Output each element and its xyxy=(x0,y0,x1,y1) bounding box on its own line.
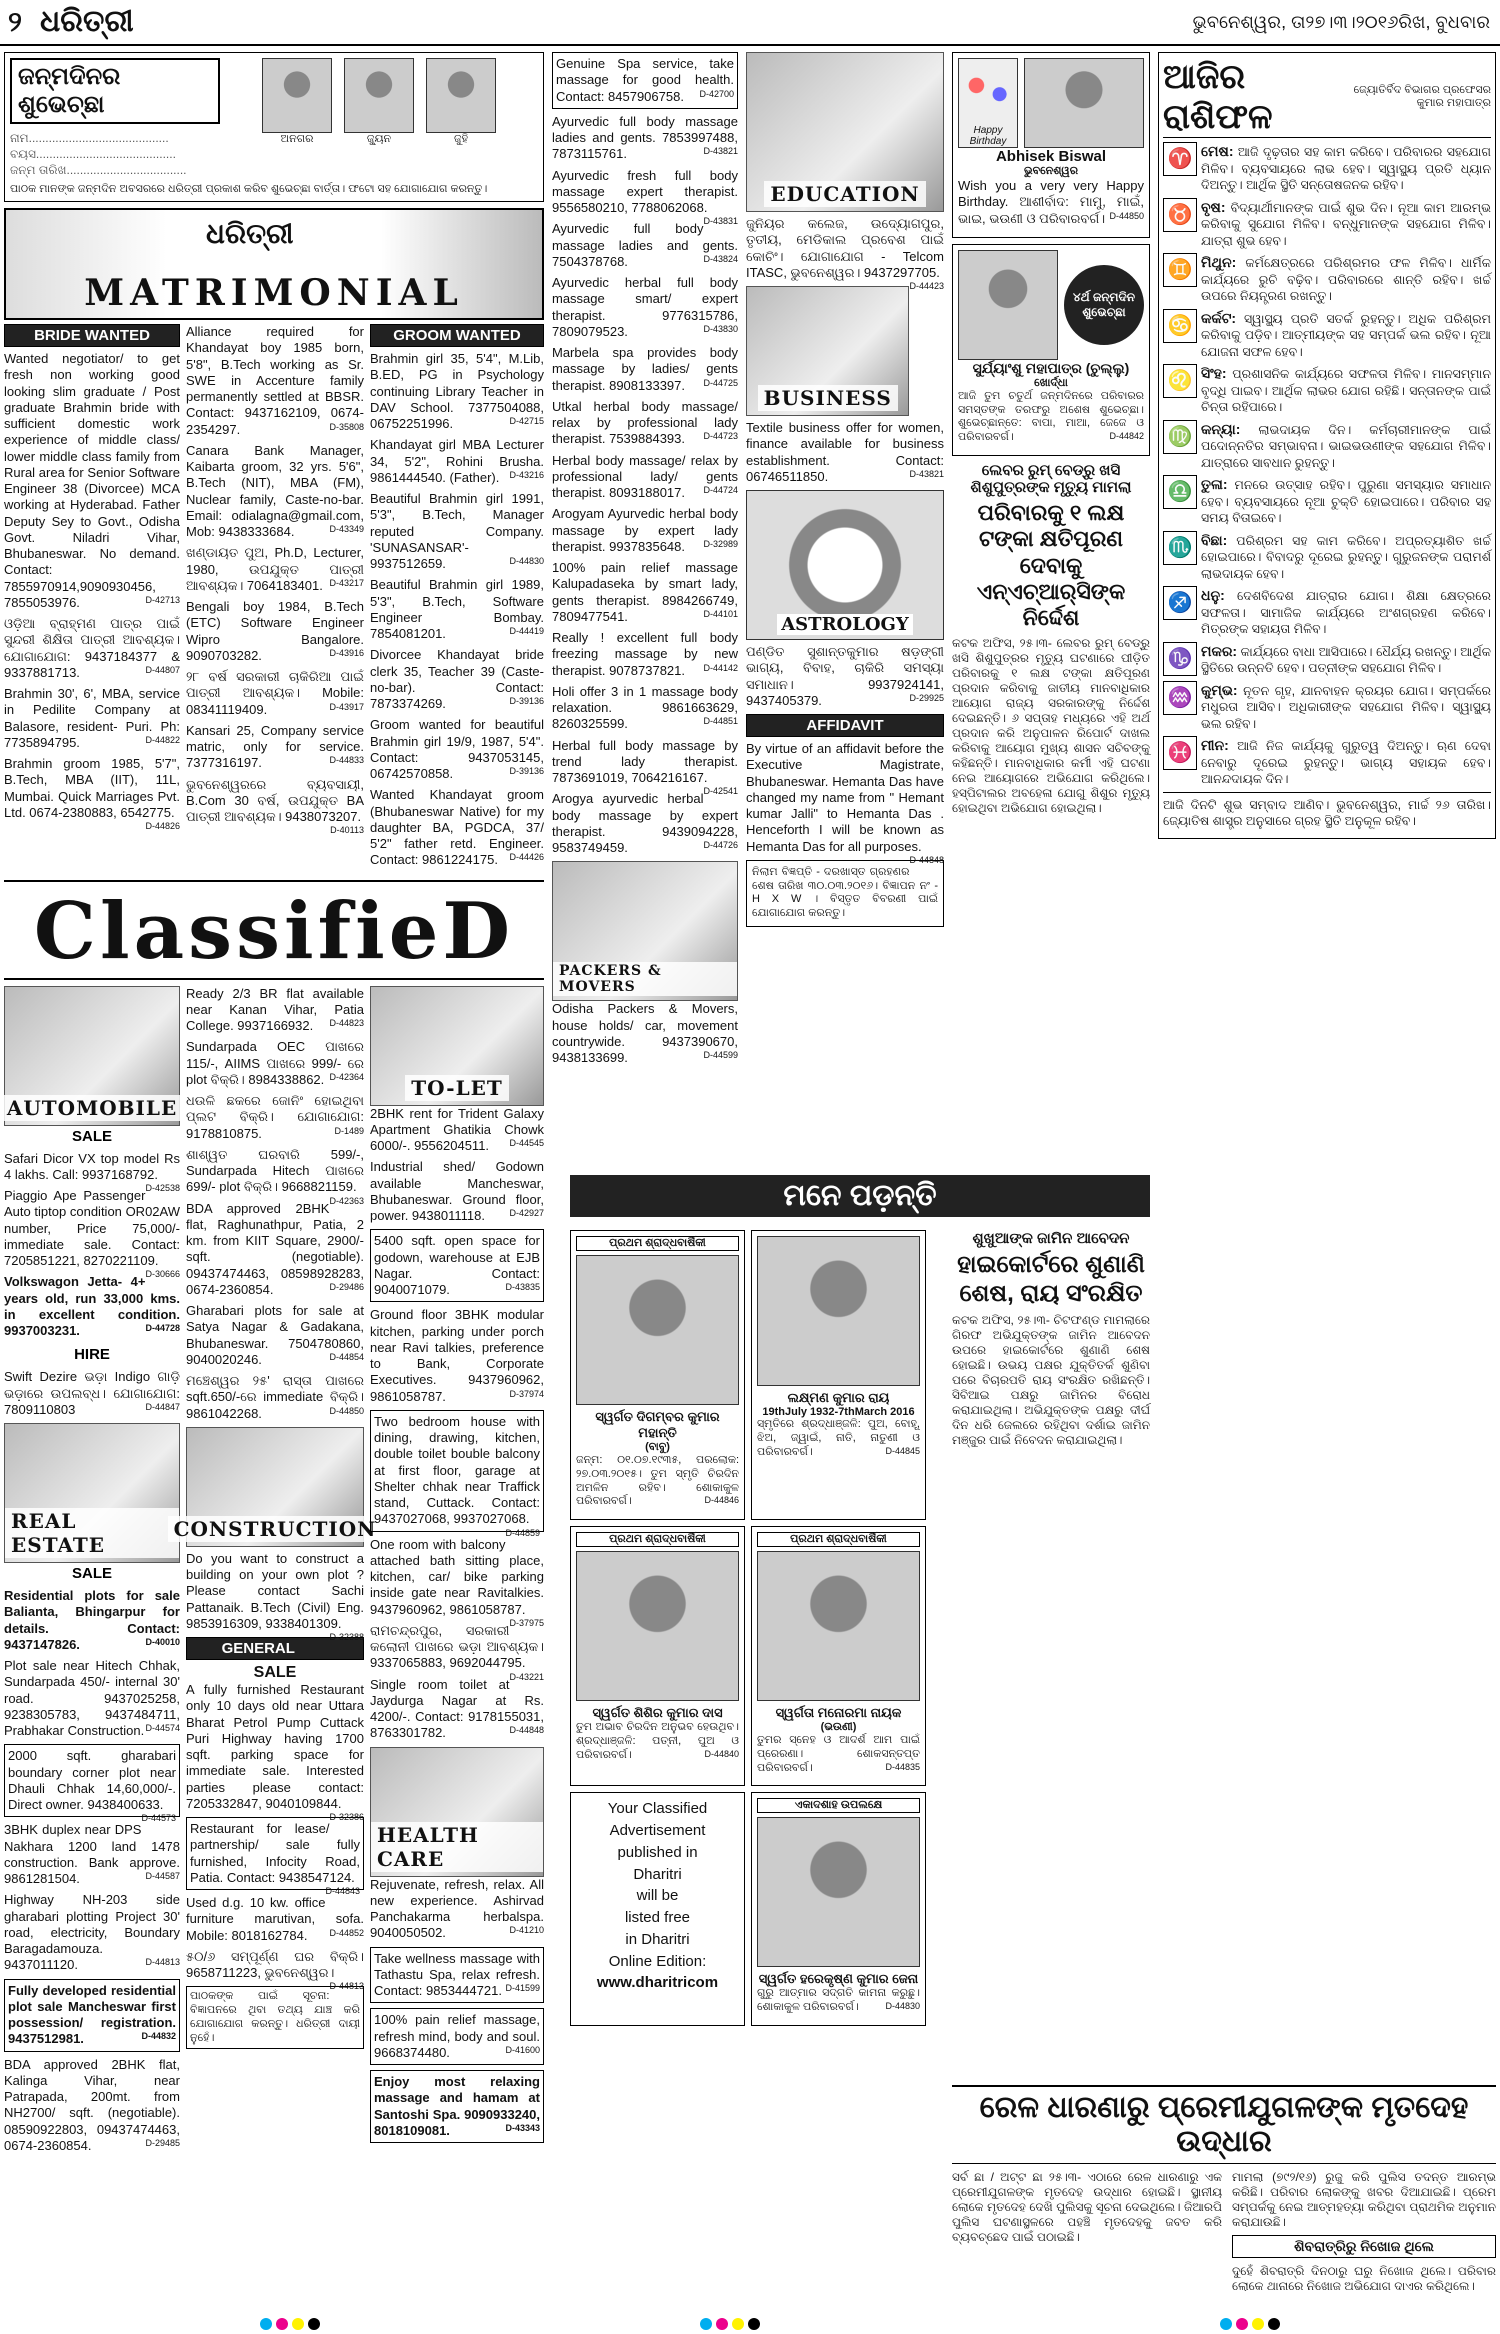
classified-ad: BDA approved 2BHK flat, Kalinga Vihar, near Patrapada, 200mt. from NH2700/ sqft. (negotiable). 08590922803, 09437474463, 0674-2360854. D-29485 xyxy=(4,2056,180,2153)
classified-ad: One room with balcony attached bath sitting place, kitchen, car/ bike parking inside gate near Ravitalkies. 9437960962, 9861058787. D-37975 xyxy=(370,1536,544,1628)
classified-columns xyxy=(4,986,544,2160)
classified-ad: ଶାଶ୍ୱତ ଘରବାରି 599/-, Sundarpada Hitech ପାଖରେ 699/- plot ବିକ୍ରି। 9668821159. D-42363 xyxy=(186,1146,364,1206)
reader-notice: ପାଠକଙ୍କ ପାଇଁ ସୂଚନା: ବିଜ୍ଞାପନରେ ଥିବା ତଥ୍ୟ ଯାଞ୍ଚ କରି ଯୋଗାଯୋଗ କରନ୍ତୁ। ଧରିତ୍ରୀ ଦାୟୀ ନୁହେଁ। xyxy=(186,1986,364,2049)
classified-ad: Gharabari plots for sale at Satya Nagar & Gadakana, Bhubaneswar. 7504780860, 9040020246. D-44854 xyxy=(186,1303,364,1367)
birthday-wish-text: Wish you a very very Happy Birthday. ଆଶୀର୍ବାଦ: ମାମୁ, ମାଇଁ, ଭାଇ, ଭଉଣୀ ଓ ପରିବାରବର୍ଗ। D-44850 xyxy=(958,178,1144,226)
bride-wanted-heading: BRIDE WANTED xyxy=(4,324,180,347)
to-let-image: TO-LET xyxy=(370,986,544,1106)
classified-ad: Sundarpada OEC ପାଖରେ 115/-, AIIMS ପାଖରେ 999/- ରେ plot ବିକ୍ରି। 8984338862. D-42364 xyxy=(186,1039,364,1087)
classified-ad: Beautiful Brahmin girl 1991, 5'3", B.Tech, Manager reputed Company. 'SUNASANSAR'- 9937512659. D-44830 xyxy=(370,491,544,571)
news-body: ସର୍ବ ଛା / ଅଟ୍ଟ ଛା ୨୫।୩- ଏଠାରେ ରେଳ ଧାରଣାରୁ ଏକ ପ୍ରେମୀଯୁଗଳଙ୍କ ମୃତଦେହ ଉଦ୍ଧାର ହୋଇଛି। ସ୍ଥାନୀୟ ଲୋକେ ମୃତଦେହ ଦେଖି ପୁଲିସକୁ ସୂଚନା ଦେଇଥିଲେ। ଜିଆରପି ପୁଲିସ ଘଟଣାସ୍ଥଳରେ ପହଞ୍ଚି ମୃତଦେହକୁ ଜବତ କରି ବ୍ୟବଚ୍ଛେଦ ପାଇଁ ପଠାଇଛି। xyxy=(952,2170,1222,2244)
classified-ad: BDA approved 2BHK flat, Raghunathpur, Patia, 2 km. from KIIT Square, 2900/- sqft. (negotiable). 09437474463, 08598928283, 0674-2360854. D-29486 xyxy=(186,1200,364,1297)
birthday-kid-box xyxy=(952,244,1150,456)
classified-ad: A fully furnished Restaurant only 10 days old near Uttara Bharat Petrol Pump Cuttack Puri Highway having 1700 sqft. parking space for immediate sale. Interested parties please contact: 7205332847, 9040109844. D-32386 xyxy=(186,1682,364,1822)
classified-ad: ଧଉଳି ଛକରେ ଜୋନିଂ ହୋଇଥିବା ପ୍ଲଟ ବିକ୍ରି। ଯୋଗାଯୋଗ: 9178810875. D-1489 xyxy=(186,1093,364,1141)
sagittarius-icon: ♐ xyxy=(1163,586,1197,620)
classified-ad: ୫୦/୬ ସମ୍ପୂର୍ଣ୍ଣ ଘର ବିକ୍ରି। 9658711223, ଭୁବନେଶ୍ୱର। D-44813 xyxy=(186,1948,364,1992)
pisces-icon: ♓ xyxy=(1163,736,1197,770)
classified-ad: Two bedroom house with dining, drawing, kitchen, double toilet bouble balcony at first floor, garage at Shelter chhak near Traffick stand, Cuttack. Contact: 9437027068, 9937027068. D-44859 xyxy=(370,1410,544,1532)
education-image: EDUCATION xyxy=(746,52,944,212)
classified-ad: Highway NH-203 side gharabari plotting Project 30' road, electricity, Boundary Baragadamouza. 9437011120. D-44813 xyxy=(4,1892,180,1973)
libra-icon: ♎ xyxy=(1163,475,1197,509)
rashifal-sign: ♊ ମିଥୁନ: କର୍ମକ୍ଷେତ୍ରରେ ପରିଶ୍ରମର ଫଳ ମିଳିବ। ଧାର୍ମିକ କାର୍ଯ୍ୟରେ ରୁଚି ବଢ଼ିବ। ପରିବାରରେ ଶାନ୍ତି ରହିବ। ଖର୍ଚ୍ଚ ଉପରେ ନିୟନ୍ତ୍ରଣ ରଖନ୍ତୁ। xyxy=(1163,253,1491,305)
classified-ad: Safari Dicor VX top model Rs 4 lakhs. Call: 9937168792. D-42538 xyxy=(4,1150,180,1193)
groom-wanted-heading: GROOM WANTED xyxy=(370,324,544,347)
left-block xyxy=(4,52,544,2159)
capricorn-icon: ♑ xyxy=(1163,642,1197,676)
classified-ad: Rejuvenate, refresh, relax. All new experience. Ashirvad Panchakarma herbalspa. 9040050502. D-41210 xyxy=(370,1876,544,1941)
classified-ad: Arogya ayurvedic herbal body massage by expert therapist. 9439094228, 9583749459. D-44726 xyxy=(552,791,738,855)
news-body: କଟକ ଅଫିସ, ୨୫।୩- ଚିଟଫଣ୍ଡ ମାମଲାରେ ଗିରଫ ଅଭିଯୁକ୍ତଙ୍କ ଜାମିନ ଆବେଦନ ଉପରେ ହାଇକୋର୍ଟରେ ଶୁଣାଣି ଶେଷ ହୋଇଛି। ଉଭୟ ପକ୍ଷର ଯୁକ୍ତିତର୍କ ଶୁଣିବା ପରେ ବିଚାରପତି ରାୟ ସଂରକ୍ଷିତ ରଖିଛନ୍ତି। ସିବିଆଇ ପକ୍ଷରୁ ଜାମିନର ବିରୋଧ କରାଯାଇଥିଲା। ଅଭିଯୁକ୍ତଙ୍କ ପକ୍ଷରୁ ଦୀର୍ଘ ଦିନ ଧରି ଜେଲରେ ରହିଥିବା ଦର୍ଶାଇ ଜାମିନ ମଞ୍ଜୁର ପାଇଁ ନିବେଦନ କରାଯାଇଥିଲା। xyxy=(952,1312,1150,1447)
taurus-icon: ♉ xyxy=(1163,198,1197,232)
rashifal-sign: ♓ ମୀନ: ଆଜି ନିଜ କାର୍ଯ୍ୟକୁ ଗୁରୁତ୍ୱ ଦିଅନ୍ତୁ। ଋଣ ଦେବା ନେବାରୁ ଦୂରେଇ ରୁହନ୍ତୁ। ଭାଗ୍ୟ ସହାୟକ ହେବ। ଆନନ୍ଦଦାୟକ ଦିନ। xyxy=(1163,736,1491,788)
classified-ad: Alliance required for Khandayat boy 1985 born, 5'8", B.Tech working as Sr. SWE in Accenture family permanently settled at BBSR. Contact: 9437162109, 0674-2354297. D-35808 xyxy=(186,324,364,437)
classified-ad: Enjoy most relaxing massage and hamam at Santoshi Spa. 9090933240, 8018109081. D-43343 xyxy=(370,2070,544,2143)
news-highcourt xyxy=(952,1230,1150,1453)
registration-marks xyxy=(1220,2318,1280,2330)
birthday-field-name: ନାମ.......................................... xyxy=(10,131,169,145)
news-headline: ହାଇକୋର୍ଟରେ ଶୁଣାଣି ଶେଷ, ରାୟ ସଂରକ୍ଷିତ xyxy=(957,1251,1145,1307)
news-rail xyxy=(952,2085,1496,2299)
news-kicker: ଲେବର ରୁମ୍ ବେଡ୍‌ରୁ ଖସି ଶିଶୁପୁତ୍ରଙ୍କ ମୃତ୍ୟୁ ମାମଲା xyxy=(970,461,1132,496)
bride-wanted-column xyxy=(4,324,180,874)
matrimonial-banner-text: MATRIMONIAL xyxy=(84,272,464,314)
classified-ad: Kansari 25, Company service matric, only for service. 7377316197. D-44833 xyxy=(186,722,364,771)
classified-ad: ରାମଚନ୍ଦ୍ରପୁର, ସରକାରୀ କଲୋନୀ ପାଖରେ ଭଡ଼ା ଆବଶ୍ୟକ। 9337065883, 9692044795. D-43221 xyxy=(370,1622,544,1682)
classified-ad: Brahmin girl 35, 5'4", M.Lib, B.ED, PG in Psychology continuing Library Teacher in DAV School. 7377504088, 06752251996. D-42715 xyxy=(370,351,544,431)
classified-ad: Really ! excellent full body freezing massage by new therapist. 9078737821. D-44142 xyxy=(552,630,738,678)
kid-photo: ଅନଗର xyxy=(262,58,332,179)
news-kicker: ଶୁଖୁଆଙ୍କ ଜାମିନ ଆବେଦନ xyxy=(972,1230,1130,1247)
rashifal-footer: ଆଜି ଦିନଟି ଶୁଭ ସମ୍ବାଦ ଆଣିବ। ଭୁବନେଶ୍ୱର, ମାର୍ଚ୍ଚ ୨୬ ତାରିଖ। ଜ୍ୟୋତିଷ ଶାସ୍ତ୍ର ଅନୁସାରେ ଗ୍ରହ ସ୍ଥିତି ଅନୁକୂଳ ରହିବ। xyxy=(1163,792,1491,830)
news-body: ମାମଲା (୭୯୨/୧୬) ରୁଜୁ କରି ପୁଲିସ ତଦନ୍ତ ଆରମ୍ଭ କରିଛି। ପରିବାର ଲୋକଙ୍କୁ ଖବର ଦିଆଯାଇଛି। ପ୍ରେମ ସମ୍ପର୍କକୁ ନେଇ ଆତ୍ମହତ୍ୟା କରିଥିବା ପ୍ରାଥମିକ ଅନୁମାନ କରାଯାଉଛି। xyxy=(1232,2170,1496,2229)
classified-ad: Restaurant for lease/ partnership/ sale fully furnished, Infocity Road, Patia. Contact: 9438547124. D-44843 xyxy=(186,1817,364,1890)
construction-image: CONSTRUCTION xyxy=(186,1427,364,1547)
memorial-card: ପ୍ରଥମ ଶ୍ରାଦ୍ଧବାର୍ଷିକୀ ସ୍ୱର୍ଗତ ଦିଗମ୍ବର କୁମାର ମହାନ୍ତି (ବାବୁ) ଜନ୍ମ: ୦୧.୦୭.୧୯୩୫, ପରଲୋକ: ୨୭.୦୩.୨୦୧୫। ତୁମ ସ୍ମୃତି ଚିରଦିନ ଅମଳିନ ରହିବ। ଶୋକାକୁଳ ପରିବାରବର୍ଗ। D-44846 xyxy=(570,1230,745,1520)
birthday-badge: ୪ର୍ଥ ଜନ୍ମଦିନ ଶୁଭେଚ୍ଛା xyxy=(1064,265,1144,345)
news-body: ଦୁହେଁ ଶିବରାତ୍ରି ଦିନଠାରୁ ଘରୁ ନିଖୋଜ ଥିଲେ। ପରିବାର ଲୋକେ ଥାନାରେ ନିଖୋଜ ଅଭିଯୋଗ ଦାଏର କରିଥିଲେ। xyxy=(1232,2264,1496,2293)
classified-ad: Take wellness massage with Tathastu Spa, relax refresh. Contact: 9853444721. D-41599 xyxy=(370,1947,544,2004)
rashifal-sign: ♐ ଧନୁ: ଦେଶବିଦେଶ ଯାତ୍ରାର ଯୋଗ। ଶିକ୍ଷା କ୍ଷେତ୍ରରେ ସଫଳତା। ସାମାଜିକ କାର୍ଯ୍ୟରେ ଅଂଶଗ୍ରହଣ କରିବେ। ମିତ୍ରଙ୍କ ସହାୟତା ମିଳିବ। xyxy=(1163,586,1491,638)
general-heading: GENERAL xyxy=(186,1637,364,1660)
rashifal-sign: ♍ କନ୍ୟା: ଲାଭଦାୟକ ଦିନ। କର୍ମଚାରୀମାନଙ୍କ ପାଇଁ ପଦୋନ୍ନତିର ସମ୍ଭାବନା। ଭାଇଭଉଣୀଙ୍କ ସହଯୋଗ ମିଳିବ। ଯାତ୍ରାରେ ସାବଧାନ ରୁହନ୍ତୁ। xyxy=(1163,420,1491,472)
page-number: ୨ xyxy=(8,6,22,37)
kid-place: ଖୋର୍ଦ୍ଧା xyxy=(1034,376,1068,389)
classified-ad: Wanted Khandayat groom (Bhubaneswar Native) for my daughter BA, PGDCA, 37/ 5'2" father retd. Engineer. Contact: 9861224175. D-44426 xyxy=(370,787,544,868)
balloon-graphic: Happy Birthday xyxy=(958,58,1018,148)
general-sale-heading: SALE xyxy=(253,1664,297,1681)
memorial-card: ପ୍ରଥମ ଶ୍ରାଦ୍ଧବାର୍ଷିକୀ ସ୍ୱର୍ଗତା ମନୋରମା ନାୟକ (ଭଉଣୀ) ତୁମର ସ୍ନେହ ଓ ଆଦର୍ଶ ଆମ ପାଇଁ ପ୍ରେରଣା। ଶୋକସନ୍ତପ୍ତ ପରିବାରବର୍ଗ। D-44835 xyxy=(751,1526,926,1786)
matrimonial-banner xyxy=(4,208,544,320)
real-estate-sale-heading: SALE xyxy=(4,1563,180,1584)
classified-ad: ଭୁବନେଶ୍ୱରରେ ବ୍ୟବସାୟୀ, B.Com 30 ବର୍ଷ, ଉପଯୁକ୍ତ BA ପାତ୍ରୀ ଆବଶ୍ୟକ। 9438073207. D-40113 xyxy=(186,776,364,836)
birthday-form-note: ପାଠକ ମାନଙ୍କ ଜନ୍ମଦିନ ଅବସରରେ ଧରିତ୍ରୀ ପ୍ରକାଶ କରିବ ଶୁଭେଚ୍ଛା ବାର୍ତ୍ତା। ଫଟୋ ସହ ଯୋଗାଯୋଗ କରନ୍ତୁ। xyxy=(10,182,488,195)
automobile-image: AUTOMOBILE xyxy=(4,986,180,1126)
classified-ad: Utkal herbal body massage/ relax by professional lady therapist. 7539884393. D-44723 xyxy=(552,398,738,447)
birthday-field-age: ବୟସ.......................................... xyxy=(10,147,176,162)
classified-ad: 100% pain relief massage Kalupadaseka by smart lady, gents therapist. 8984266749, 7809477541. D-44101 xyxy=(552,560,738,624)
groom-wanted-column xyxy=(370,324,544,874)
rashifal-sign: ♑ ମକର: କାର୍ଯ୍ୟରେ ବାଧା ଆସିପାରେ। ଧୈର୍ଯ୍ୟ ରଖନ୍ତୁ। ଆର୍ଥିକ ସ୍ଥିତିରେ ଉନ୍ନତି ହେବ। ପତ୍ନୀଙ୍କ ସହଯୋଗ ମିଳିବ। xyxy=(1163,642,1491,677)
classified-ad: Volkswagon Jetta- 4+ years old, run 33,000 kms. in excellent condition. 9937003231. D-44728 xyxy=(4,1274,180,1338)
kid-photo xyxy=(958,250,1058,360)
memorial-section xyxy=(570,1175,1150,1223)
classified-banner: ClassifieD xyxy=(4,880,544,980)
classified-ad: Groom wanted for beautiful Brahmin girl 19/9, 1987, 5'4". Contact: 9437053145, 06742570858. D-39136 xyxy=(370,717,544,781)
classified-ad: Marbela spa provides body massage by ladies/ gents therapist. 8908133397. D-44725 xyxy=(552,345,738,393)
classified-ad: Fully developed residential plot sale Mancheswar first possession/ registration. 9437512981. D-44832 xyxy=(4,1979,180,2052)
memorial-card: ଏକାଦଶାହ ଉପଲକ୍ଷେ ସ୍ୱର୍ଗତ ହରେକୃଷ୍ଣ କୁମାର ଜେନା ଗୁରୁ ଆତ୍ମାର ସଦ୍‌ଗତି କାମନା କରୁଛୁ। ଶୋକାକୁଳ ପରିବାରବର୍ଗ। D-44830 xyxy=(751,1792,926,2026)
rashifal-sign: ♎ ତୁଳା: ମନରେ ଉତ୍ସାହ ରହିବ। ପୁରୁଣା ସମସ୍ୟାର ସମାଧାନ ହେବ। ବ୍ୟବସାୟରେ ନୂଆ ଚୁକ୍ତି ହୋଇପାରେ। ପରିବାର ସହ ସମୟ ବିତାଇବେ। xyxy=(1163,475,1491,527)
aries-icon: ♈ xyxy=(1163,142,1197,176)
classified-col-b xyxy=(173,985,377,2160)
rashifal-byline: ଜ୍ୟୋତିର୍ବିଦ ବିଭାଗର ପ୍ରଫେସର କୁମାର ମହାପାତ୍ର xyxy=(1353,84,1491,109)
classified-ad: Single room toilet at Jaydurga Nagar at Rs. 4200/-. Contact: 9178155031, 8763301782. D-44848 xyxy=(370,1676,544,1741)
birthday-photo xyxy=(1024,58,1144,148)
leo-icon: ♌ xyxy=(1163,364,1197,398)
classified-ad: Herbal body massage/ relax by professional lady/ gents therapist. 8093188017. D-44724 xyxy=(552,452,738,500)
classified-ad: 3BHK duplex near DPS Nakhara 1200 land 1478 construction. Bank approve. 9861281504. D-44587 xyxy=(4,1822,180,1886)
kid-photo: ଜୁହି xyxy=(426,58,496,179)
rashifal-sign: ♒ କୁମ୍ଭ: ନୂତନ ଗୃହ, ଯାନବାହନ କ୍ରୟର ଯୋଗ। ସମ୍ପର୍କରେ ମଧୁରତା ଆସିବ। ଅଧିକାରୀଙ୍କ ସହଯୋଗ ମିଳିବ। ସ୍ୱାସ୍ଥ୍ୟ ଭଲ ରହିବ। xyxy=(1163,681,1491,733)
gemini-icon: ♊ xyxy=(1163,253,1197,287)
classified-ad: 2000 sqft. gharabari boundary corner plot near Dhauli Chhak 14,60,000/-. Direct owner. 9438400633. D-44573 xyxy=(4,1744,180,1817)
masthead: ଧରିତ୍ରୀ xyxy=(40,4,134,39)
classified-ad: Ayurvedic fresh full body massage expert therapist. 9556580210, 7788062068. D-43831 xyxy=(552,167,738,227)
classified-ad: Divorcee Khandayat bride clerk 35, Teacher 39 (Caste-no-bar). Contact: 7873374269. D-39136 xyxy=(370,647,544,711)
rashifal-sign: ♈ ମେଷ: ଆଜି ଦୃଢ଼ତାର ସହ କାମ କରିବେ। ପରିବାରର ସହଯୋଗ ମିଳିବ। ବ୍ୟବସାୟରେ ଲାଭ ହେବ। ସ୍ୱାସ୍ଥ୍ୟ ପ୍ରତି ଧ୍ୟାନ ଦିଅନ୍ତୁ। ଆର୍ଥିକ ସ୍ଥିତି ସନ୍ତୋଷଜନକ ରହିବ। xyxy=(1163,142,1491,194)
classified-ad: Khandayat girl MBA Lecturer 34, 5'2", Rohini Brusha. 9861444540. (Father). D-43216 xyxy=(370,437,544,485)
birthday-field-date: ଜନ୍ମ ତାରିଖ.................................... xyxy=(10,163,187,178)
memorial-card: ପ୍ରଥମ ଶ୍ରାଦ୍ଧବାର୍ଷିକୀ ସ୍ୱର୍ଗତ ଶିଶିର କୁମାର ଦାସ ତୁମ ଅଭାବ ଚିରଦିନ ଅନୁଭବ ହେଉଥିବ। ଶ୍ରଦ୍ଧାଞ୍ଜଳି: ପତ୍ନୀ, ପୁଅ ଓ ପରିବାରବର୍ଗ। D-44840 xyxy=(570,1526,745,1786)
news-body: କଟକ ଅଫିସ, ୨୫।୩- ଲେବର ରୁମ୍ ବେଡ୍‌ରୁ ଖସି ଶିଶୁପୁତ୍ରର ମୃତ୍ୟୁ ଘଟଣାରେ ପୀଡ଼ିତ ପରିବାରକୁ ୧ ଲକ୍ଷ ଟଙ୍କା କ୍ଷତିପୂରଣ ପ୍ରଦାନ କରିବାକୁ ଜାତୀୟ ମାନବାଧିକାର ଆୟୋଗ ରାଜ୍ୟ ସରକାରଙ୍କୁ ନିର୍ଦ୍ଦେଶ ଦେଇଛନ୍ତି। ୬ ସପ୍ତାହ ମଧ୍ୟରେ ଏହି ଅର୍ଥ ପ୍ରଦାନ କରି ଅନୁପାଳନ ରିପୋର୍ଟ ଦାଖଲ କରିବାକୁ ଆୟୋଗ ମୁଖ୍ୟ ଶାସନ ସଚିବଙ୍କୁ କହିଛନ୍ତି। ମାନବାଧିକାର କର୍ମୀ ଏହି ଘଟଣା ନେଇ ଆୟୋଗରେ ଅଭିଯୋଗ କରିଥିଲେ। ହସ୍ପିଟାଲର ଅବହେଳା ଯୋଗୁ ଶିଶୁର ମୃତ୍ୟୁ ହୋଇଥିବା ଅଭିଯୋଗ ହୋଇଥିଲା। xyxy=(952,635,1150,815)
kid-wish-text: ଆଜି ତୁମ ଚତୁର୍ଥ ଜନ୍ମଦିନରେ ପରିବାରର ସମସ୍ତଙ୍କ ତରଫରୁ ଅଶେଷ ଶୁଭେଚ୍ଛା। ଶୁଭେଚ୍ଛାନ୍ତେ: ବାପା, ମାଆ, ଜେଜେ ଓ ପରିବାରବର୍ଗ। D-44842 xyxy=(958,389,1144,443)
classified-ad: Do you want to construct a building on your own plot ? Please contact Sachi Pattanaik. B.Tech (Civil) Eng. 9853916309, 9338401309. D-32388 xyxy=(186,1550,364,1642)
affidavit-notice: By virtue of an affidavit before the Executive Magistrate, Bhubaneswar. Hemanta Das have changed my name from " Hemant kumar Jalli" to Hemanta Das . Henceforth I will be known as Hemanta Das for all purposes. D-44848 xyxy=(746,741,944,865)
registration-marks xyxy=(700,2318,760,2330)
hire-heading: HIRE xyxy=(4,1344,180,1365)
services-column xyxy=(746,52,944,932)
classified-ad: Ready 2/3 BR flat available near Kanan Vihar, Patia College. 9937166932. D-44823 xyxy=(186,985,364,1033)
classified-ad: Herbal full body massage by trend lady therapist. 7873691019, 7064216167. D-42541 xyxy=(552,737,738,797)
classified-col-c xyxy=(370,986,544,2160)
classified-ad: Plot sale near Hitech Chhak, Sundarpada 450/- internal 30' road. 9437025258, 9238305783, 9437484711, Prabhakar Construction. D-44574 xyxy=(4,1658,180,1738)
birthday-wish-box xyxy=(952,52,1150,238)
rashifal-title: ଆଜିର ରାଶିଫଳ xyxy=(1163,57,1273,137)
matrimonial-mid-column xyxy=(186,324,364,874)
classified-ad: Holi offer 3 in 1 massage body relaxation. 9861663629, 8260325599. D-44851 xyxy=(552,683,738,732)
classified-ad: Industrial shed/ Godown available Mancheswar, Bhubaneswar. Ground floor, power. 9438011118. D-42927 xyxy=(370,1159,544,1223)
virgo-icon: ♍ xyxy=(1163,420,1197,454)
news-nhrc xyxy=(952,462,1150,816)
classified-ad: 100% pain relief massage, refresh mind, body and soul. 9668374480. D-41600 xyxy=(370,2008,544,2065)
classified-ad: ପଣ୍ଡିତ ସୁଶାନ୍ତକୁମାର ଷଡ଼ଙ୍ଗୀ ଭାଗ୍ୟ, ବିବାହ, ଚାକିରି ସମସ୍ୟା ସମାଧାନ। 9937924141, 9437405379. D-29925 xyxy=(746,644,944,708)
classified-ad: ମଞ୍ଚେଶ୍ୱର ୨୫' ରାସ୍ତା ପାଖରେ sqft.650/-ରେ immediate ବିକ୍ରି। 9861042268. D-44850 xyxy=(186,1373,364,1421)
classified-ad: Piaggio Ape Passenger Auto tiptop condition OR02AW number, Price 75,000/- immediate sale. Contact: 7205851221, 8270221109. D-30666 xyxy=(4,1188,180,1280)
classified-ad: Used d.g. 10 kw. office furniture marutivan, sofa. Mobile: 8018162784. D-44852 xyxy=(186,1895,364,1943)
classified-ad: Ayurvedic herbal full body massage smart/ expert therapist. 9776315786, 7809079523. D-43830 xyxy=(552,275,738,339)
classified-ad: Canara Bank Manager, Kaibarta groom, 32 yrs. 5'6", B.Tech (NIT), MBA (FM), Nuclear family, Caste-no-bar. Email: odialagna@gmail.com, Mob: 9438333684. D-43349 xyxy=(186,442,364,539)
greetings-column xyxy=(952,52,1150,821)
spa-column xyxy=(552,52,738,1071)
rashifal-box xyxy=(1158,52,1496,839)
astrology-image: ASTROLOGY xyxy=(746,490,944,640)
matrimonial-columns xyxy=(4,324,544,874)
memorial-grid xyxy=(570,1230,930,2032)
rashifal-sign: ♌ ସିଂହ: ପ୍ରଶାସନିକ କାର୍ଯ୍ୟରେ ସଫଳତା ମିଳିବ। ମାନସମ୍ମାନ ବୃଦ୍ଧି ପାଇବ। ଆର୍ଥିକ ଲାଭର ଯୋଗ ରହିଛି। ସନ୍ତାନଙ୍କ ପାଇଁ ଚିନ୍ତା ରହିପାରେ। xyxy=(1163,364,1491,416)
real-estate-image: REAL ESTATE xyxy=(4,1423,180,1563)
classified-ad: ଓଡ଼ିଆ ବ୍ରାହ୍ମଣ ପାତ୍ର ପାଇଁ ସୁନ୍ଦରୀ ଶିକ୍ଷିତା ପାତ୍ରୀ ଆବଶ୍ୟକ। ଯୋଗାଯୋଗ: 9437184377 & 9337881713. D-44807 xyxy=(4,616,180,680)
page-header xyxy=(0,0,1500,46)
classified-ad: Residential plots for sale Balianta, Bhingarpur for details. Contact: 9437147826. D-40010 xyxy=(4,1588,180,1652)
news-subhead: ଶିବରାତ୍ରିରୁ ନିଖୋଜ ଥିଲେ xyxy=(1232,2235,1496,2258)
news-headline: ରେଳ ଧାରଣାରୁ ପ୍ରେମୀଯୁଗଳଙ୍କ ମୃତଦେହ ଉଦ୍ଧାର xyxy=(952,2085,1496,2164)
packers-movers-image: PACKERS & MOVERS xyxy=(552,861,738,1001)
rashifal-column xyxy=(1158,52,1496,839)
affidavit-heading: AFFIDAVIT xyxy=(746,714,944,737)
birthday-name: Abhisek Biswal xyxy=(995,148,1107,165)
online-edition-box: Your Classified Advertisement published in Dharitri will be listed free in Dharitri Online Edition: www.dharitricom xyxy=(570,1792,745,2026)
classified-ad: Wanted negotiator/ to get fresh non working good looking slim graduate / Post graduate Brahmin bride with sufficient domestic work experience of middle class/ lower middle class family from Rural area for Senior Software Engineer 38 (Divorcee) MCA working at Hyderabad. Father Deputy Sey to Govt., Odisha Govt. Niladri Vihar, Bhubaneswar. No demand. Contact: 7855970914,9090930456, 7855053976. D-42713 xyxy=(4,351,180,610)
classified-ad: Arogyam Ayurvedic herbal body massage by expert lady therapist. 9937835648. D-32989 xyxy=(552,506,738,554)
rashifal-sign: ♉ ବୃଷ: ବିଦ୍ୟାର୍ଥୀମାନଙ୍କ ପାଇଁ ଶୁଭ ଦିନ। ନୂଆ କାମ ଆରମ୍ଭ କରିବାକୁ ସୁଯୋଗ ମିଳିବ। ବନ୍ଧୁମାନଙ୍କ ସହଯୋଗ ମିଳିବ। ଯାତ୍ରା ଶୁଭ ହେବ। xyxy=(1163,198,1491,250)
classified-ad: Ayurvedic full body massage ladies and gents. 7504378768. D-43824 xyxy=(552,221,738,269)
automobile-sale-heading: SALE xyxy=(4,1126,180,1147)
classified-ad: 5400 sqft. open space for godown, warehouse at EJB Nagar. Contact: 9040071079. D-43835 xyxy=(370,1229,544,1302)
memorial-card: ଲକ୍ଷ୍ମଣ କୁମାର ରାୟ 19thJuly 1932-7thMarch 2016 ସ୍ମୃତିରେ ଶ୍ରଦ୍ଧାଞ୍ଜଳି: ପୁଅ, ବୋହୂ, ଝିଅ, ଜ୍ୱାଇଁ, ନାତି, ନାତୁଣୀ ଓ ପରିବାରବର୍ଗ। D-44845 xyxy=(751,1230,926,1520)
scorpio-icon: ♏ xyxy=(1163,531,1197,565)
birthday-form-title: ଜନ୍ମଦିନର ଶୁଭେଚ୍ଛା xyxy=(10,58,220,124)
classified-ad: Brahmin 30', 6', MBA, service in Pedilite Company at Balasore, resident- Puri. Ph: 7735894795. D-44822 xyxy=(4,686,180,750)
classified-ad: Textile business offer for women, finance available for business establishment. Contact: 06746511850. D-43821 xyxy=(746,420,944,484)
classified-ad: Ayurvedic full body massage ladies and gents. 7853997488, 7873115761. D-43821 xyxy=(552,113,738,162)
online-edition-url[interactable]: www.dharitricom xyxy=(596,1974,719,1992)
classified-ad: ୨୮ ବର୍ଷ ସରକାରୀ ଚାକିରିଆ ପାଇଁ ପାତ୍ରୀ ଆବଶ୍ୟକ। Mobile: 08341119409. D-43917 xyxy=(186,669,364,717)
birthday-form xyxy=(4,52,544,202)
classified-ad: Odisha Packers & Movers, house holds/ car, movement countrywide. 9437390670, 9438133699. D-44599 xyxy=(552,1001,738,1065)
classified-ad: Bengali boy 1984, B.Tech (ETC) Software Engineer Wipro Bangalore. 9090703282. D-43916 xyxy=(186,599,364,663)
classified-ad: Genuine Spa service, take massage for good health. Contact: 8457906758. D-42700 xyxy=(552,52,738,109)
memorial-banner: ମନେ ପଡ଼ନ୍ତି xyxy=(570,1175,1150,1217)
classified-ad: Ground floor 3BHK modular kitchen, parking under porch near Ravi talkies, preference to Bank, Corporate Executives. 9437960962, 9861058787. D-37974 xyxy=(370,1307,544,1404)
classified-ad: ଜୁନିୟର କଲେଜ, ଉଦ୍ୟୋଗପୁର, ତୃତୀୟ, ମେଡିକାଲ ପ୍ରବେଶ ପାଇଁ କୋଚିଂ। ଯୋଗାଯୋଗ - Telcom ITASC, ଭୁବନେଶ୍ୱର। 9437297705. D-44423 xyxy=(746,216,944,291)
rashifal-sign: ♏ ବିଛା: ପରିଶ୍ରମ ସହ କାମ କରିବେ। ଅପ୍ରତ୍ୟାଶିତ ଖର୍ଚ୍ଚ ହୋଇପାରେ। ବିବାଦରୁ ଦୂରେଇ ରୁହନ୍ତୁ। ଗୁରୁଜନଙ୍କ ପରାମର୍ଶ ଲାଭଦାୟକ ହେବ। xyxy=(1163,531,1491,583)
registration-marks xyxy=(260,2318,320,2330)
classified-ad: Brahmin groom 1985, 5'7", B.Tech, MBA (IIT), 11L, Mumbai. Quick Marriages Pvt. Ltd. 0674-2380883, 6542775. D-44826 xyxy=(4,756,180,831)
aquarius-icon: ♒ xyxy=(1163,681,1197,715)
classified-ad: Beautiful Brahmin girl 1989, 5'3", B.Tech, Software Engineer Bombay. 7854081201. D-44419 xyxy=(370,577,544,641)
birthday-place: ଭୁବନେଶ୍ୱର xyxy=(1023,165,1079,177)
kid-photo: ଜ୍ୟୁନ xyxy=(344,58,414,179)
health-care-image: HEALTH CARE xyxy=(370,1747,544,1877)
business-image: BUSINESS xyxy=(746,286,909,416)
classified-col-a xyxy=(4,986,180,2160)
classified-ad: Swift Dezire ଭଡ଼ା Indigo ଗାଡ଼ି ଭଡ଼ାରେ ଉପଲବ୍ଧ। ଯୋଗାଯୋଗ: 7809110803 D-44847 xyxy=(4,1369,180,1417)
rashifal-sign: ♋ କର୍କଟ: ସ୍ୱାସ୍ଥ୍ୟ ପ୍ରତି ସତର୍କ ରୁହନ୍ତୁ। ଅଧିକ ପରିଶ୍ରମ କରିବାକୁ ପଡ଼ିବ। ଆତ୍ମୀୟଙ୍କ ସହ ସମ୍ପର୍କ ଭଲ ରହିବ। ନୂଆ ଯୋଜନା ସଫଳ ହେବ। xyxy=(1163,309,1491,361)
dateline: ଭୁବନେଶ୍ୱର, ତା୨୭।୩।୨୦୧୬ରିଖ, ବୁଧବାର xyxy=(1192,12,1490,32)
tender-notice: ନିଲାମ ବିଜ୍ଞପ୍ତି - ଦରଖାସ୍ତ ଗ୍ରହଣର ଶେଷ ତାରିଖ ୩୦.୦୩.୨୦୧୬। ବିଜ୍ଞାପନ ନଂ - H X W । ବିସ୍ତୃତ ବିବରଣୀ ପାଇଁ ଯୋଗାଯୋଗ କରନ୍ତୁ। xyxy=(746,860,944,927)
cancer-icon: ♋ xyxy=(1163,309,1197,343)
masthead-logo: ଧରିତ୍ରୀ xyxy=(206,218,294,249)
classified-ad: 2BHK rent for Trident Galaxy Apartment Ghatikia Chowk 6000/-. 9556204511. D-44545 xyxy=(370,1105,544,1153)
news-headline: ପରିବାରକୁ ୧ ଲକ୍ଷ ଟଙ୍କା କ୍ଷତିପୂରଣ ଦେବାକୁ ଏନ୍‌ଏଚ୍‌ଆର୍‌ସିଙ୍କ ନିର୍ଦ୍ଦେଶ xyxy=(976,499,1126,631)
kid-name: ସୁର୍ଯ୍ୟାଂଶୁ ମହାପାତ୍ର (ଚୁଲ୍ଲୁ) xyxy=(972,359,1130,376)
classified-ad: ଖଣ୍ଡାୟତ ପୁଅ, Ph.D, Lecturer, 1980, ଉପଯୁକ୍ତ ପାତ୍ରୀ ଆବଶ୍ୟକ। 7064183401. D-43217 xyxy=(186,545,364,593)
